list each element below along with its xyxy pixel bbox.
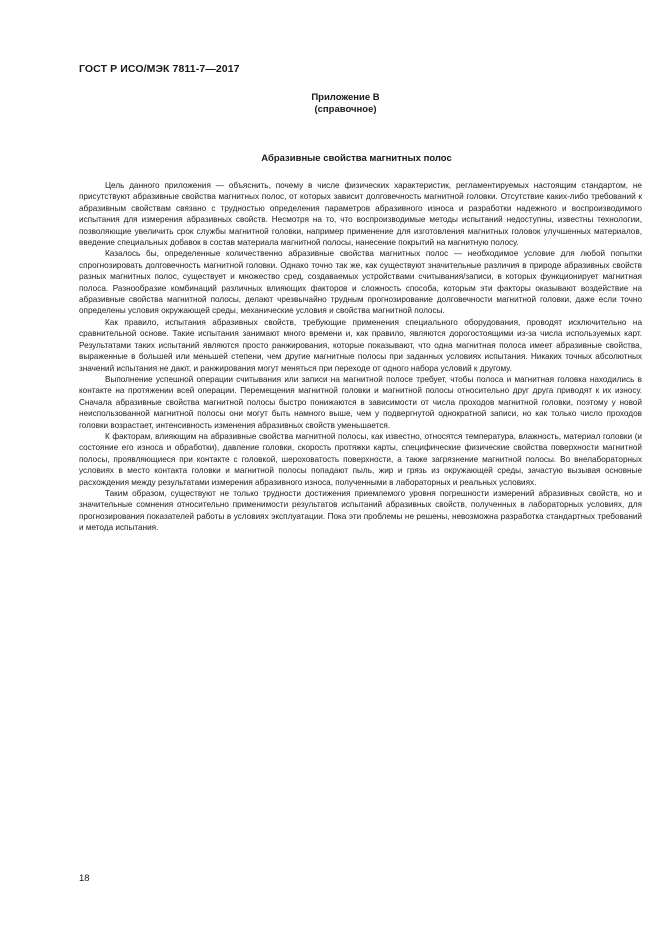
annex-label: Приложение В: [311, 92, 380, 103]
section-title: Абразивные свойства магнитных полос: [261, 153, 452, 164]
document-header: ГОСТ Р ИСО/МЭК 7811-7—2017: [79, 63, 240, 75]
page-number: 18: [79, 873, 90, 884]
paragraph: Как правило, испытания абразивных свойств, требующие применения специального оборудования, проводят исключительно на сравнительной основе. Такие испытания занимают много времени и, как правило, являются дорогостоящими из-за числа используемых карт. Результатами таких испытаний являются просто ранжирования, которые показывают, что одна магнитная полоса имеет абразивные свойства, выраженные в большей или меньшей степени, чем другие магнитные полосы при заданных условиях испытания. Никаких точных абсолютных значений испытания не дают, и ранжирования могут меняться при переходе от одного набора условий к другому.: [79, 317, 642, 373]
paragraph: Казалось бы, определенные количественно абразивные свойства магнитных полос — необходимое условие для любой попытки спрогнозировать долговечность магнитной головки. Однако точно так же, как существуют значительные различия в природе абразивных свойств разных магнитных полос, существует и множество сред, создаваемых устройствами считывания/записи, в которых функционирует магнитная полоса. Разнообразие комбинаций различных влияющих факторов и сложность способа, которым эти факторы оказывают воздействие на абразивные свойства магнитной полосы, делают чрезвычайно трудным прогнозирование долговечности магнитной головки, даже если точно определены условия окружающей среды, механические условия и свойства магнитной полосы.: [79, 249, 642, 316]
paragraph: Цель данного приложения — объяснить, почему в числе физических характеристик, регламентируемых настоящим стандартом, не присутствуют абразивные свойства магнитных полос, от которых зависит долговечность магнитной головки. Отсутствие каких-либо требований к абразивным свойствам связано с трудностью определения параметров абразивного износа и разработки надежного и воспроизводимого испытания для измерения абразивных свойств. Несмотря на то, что воспроизводимые методы испытаний недоступны, известны технологии, позволяющие увеличить срок службы магнитной головки, например применение для изготовления магнитных головок улучшенных материалов, введение специальных добавок в состав материала магнитной полосы, нанесение покрытий на магнитную полосу.: [79, 181, 642, 248]
paragraph: Таким образом, существуют не только трудности достижения приемлемого уровня погрешности измерений абразивных свойств, но и значительные сомнения относительно применимости результатов испытаний абразивных свойств, полученных в лабораторных условиях, для прогнозирования показателей работы в условиях эксплуатации. Пока эти проблемы не решены, невозможна разработка стандартных требований и метода испытания.: [79, 488, 642, 533]
annex-type: (справочное): [314, 104, 377, 115]
body-text: [79, 180, 642, 534]
paragraph: К факторам, влияющим на абразивные свойства магнитной полосы, как известно, относятся температура, влажность, материал головки (и состояние его износа и обработки), давление головки, скорость протяжки карты, специфические физические свойства поверхности магнитной полосы, проявляющиеся при контакте с головкой, шероховатость поверхности, а также загрязнение магнитной полосы. Во внелабораторных условиях в место контакта головки и магнитной полосы попадают пыль, жир и грязь из окружающей среды, зачастую вызывая основные расхождения между результатами измерения абразивного износа, полученными в лабораторных и реальных условиях.: [79, 431, 642, 487]
paragraph: Выполнение успешной операции считывания или записи на магнитной полосе требует, чтобы полоса и магнитная головка находились в контакте на протяжении всей операции. Перемещения магнитной головки и магнитной полосы относительно друг друга приводят к их износу. Сначала абразивные свойства магнитной полосы быстро понижаются в зависимости от числа проходов магнитной головки, поэтому у новой неиспользованной магнитной полосы они могут быть намного выше, чем у подвергнутой однократной записи, но как только число проходов головки возрастает, интенсивность изменения абразивных свойств уменьшается.: [79, 374, 642, 430]
annex-heading: [0, 92, 661, 116]
